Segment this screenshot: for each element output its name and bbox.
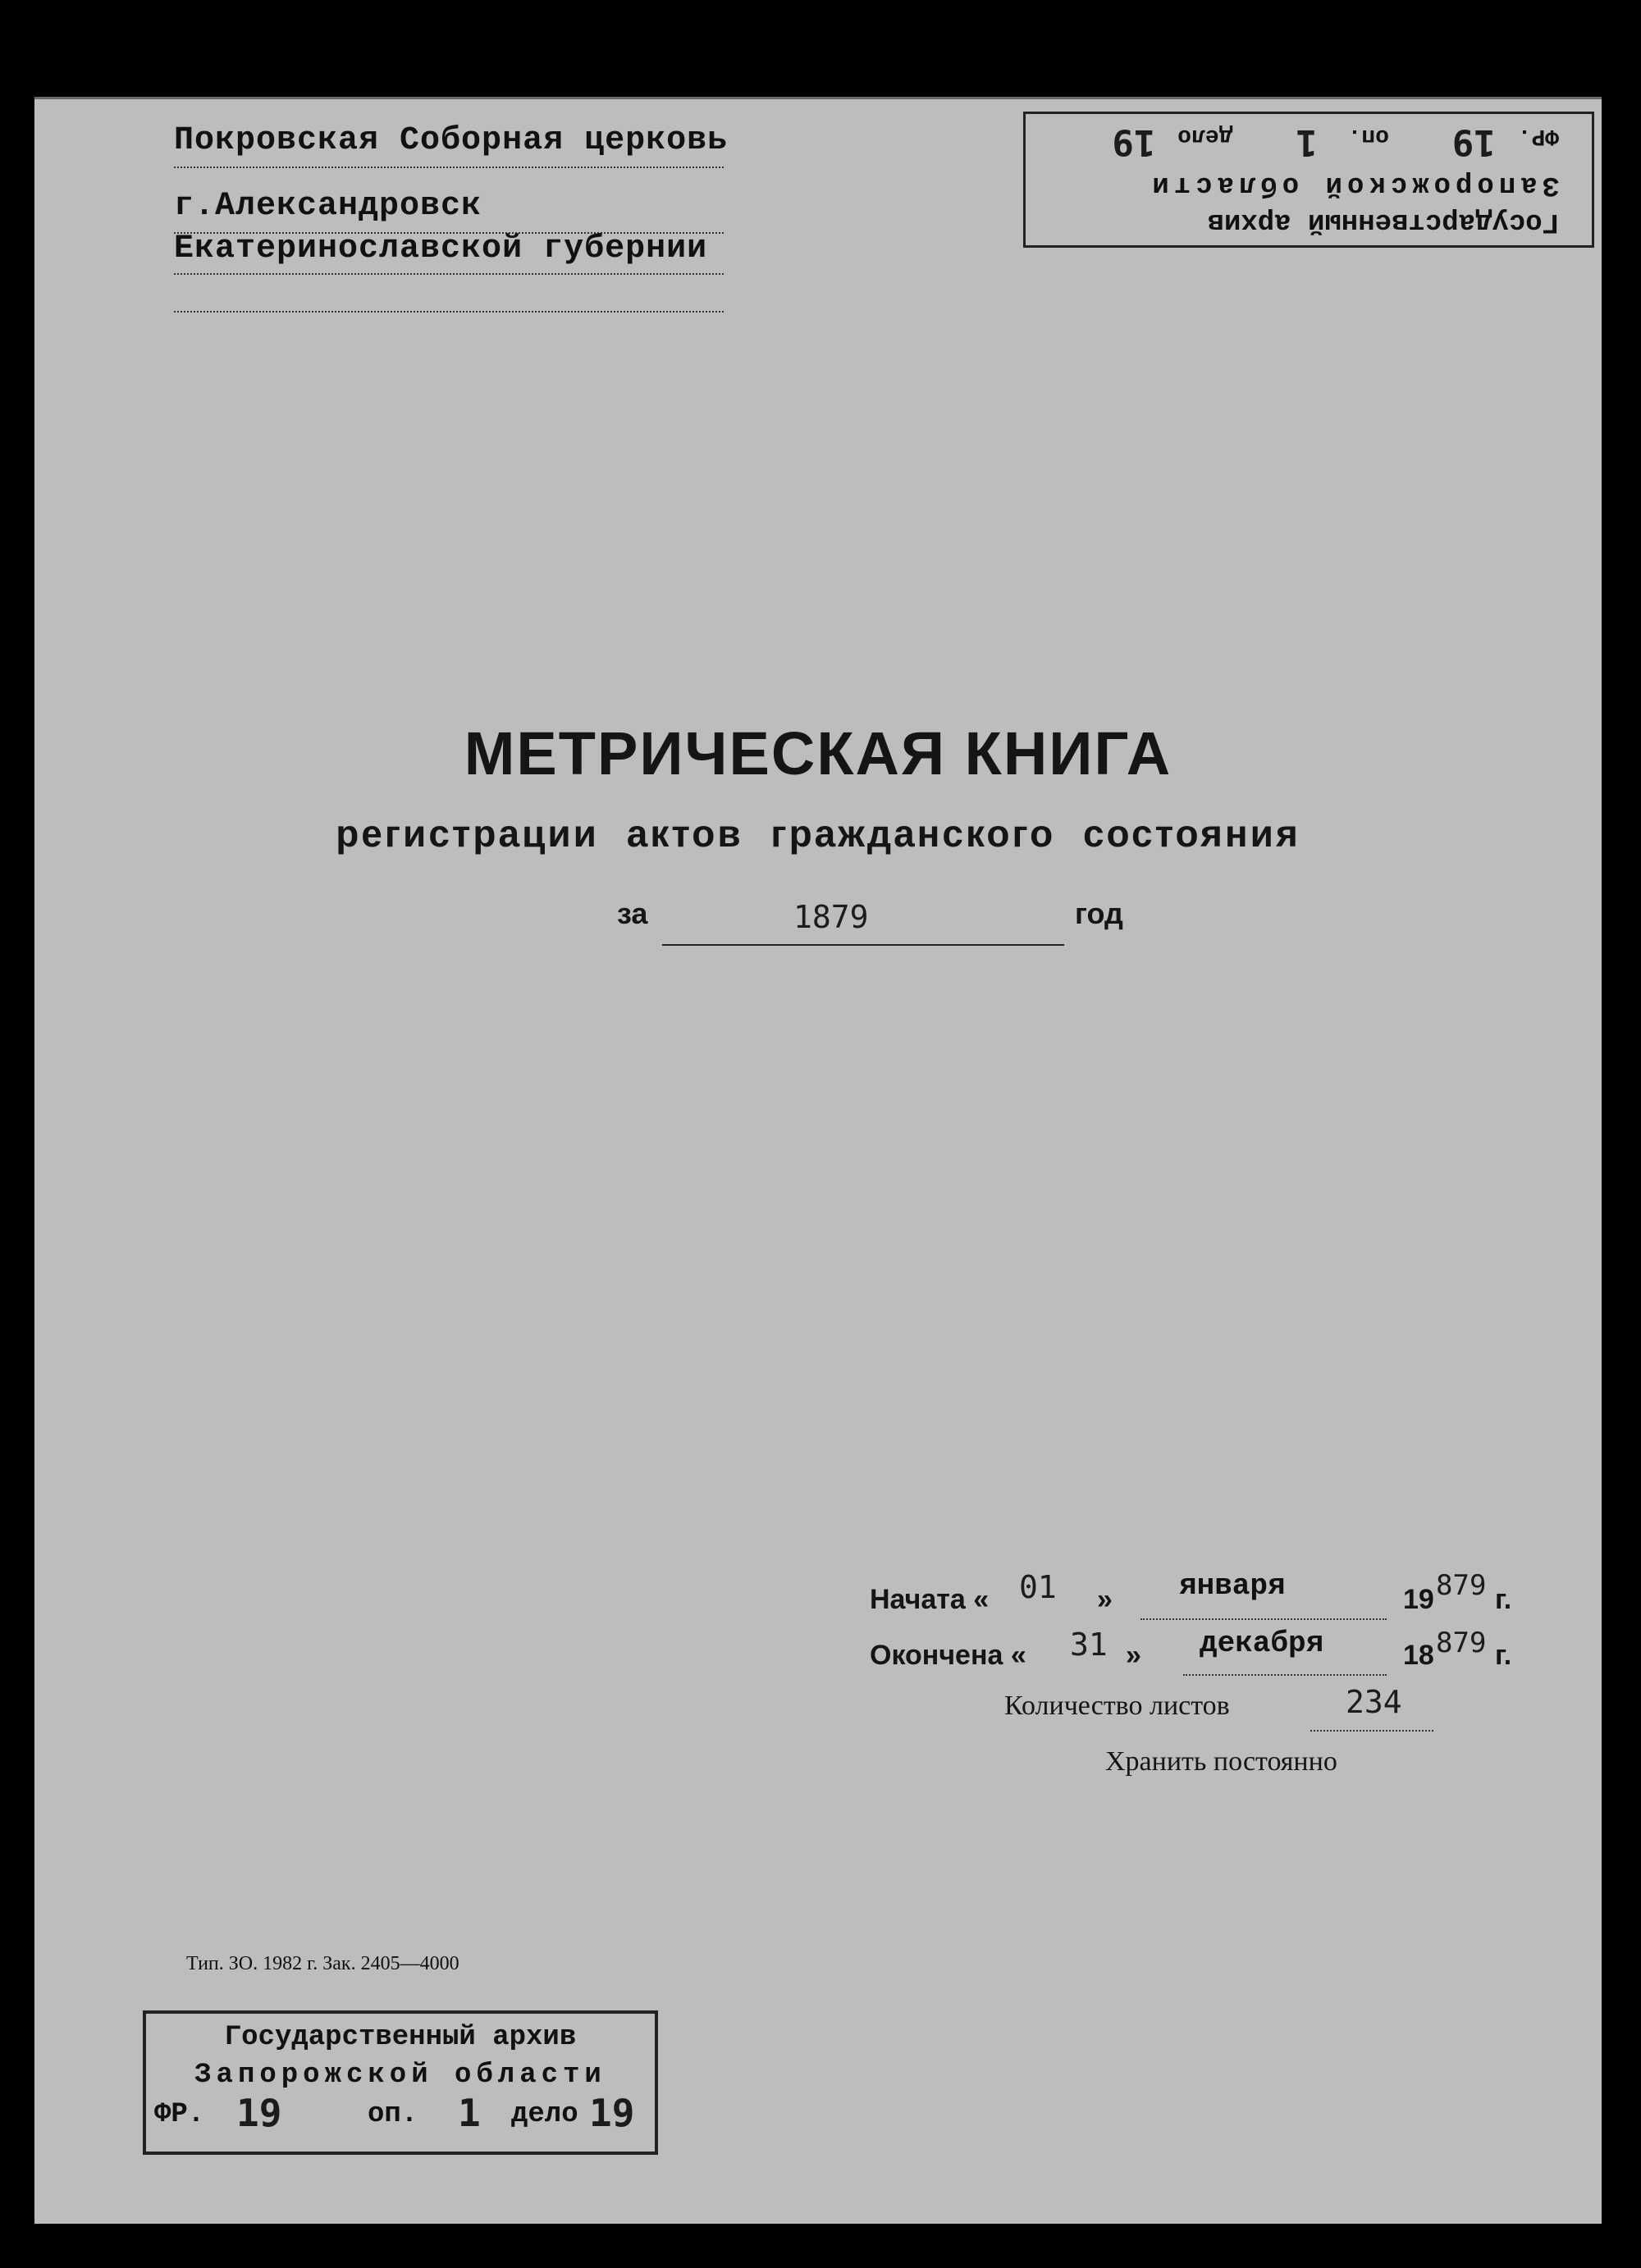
year-suffix-label: год (1075, 897, 1123, 930)
stamp-op-label: оп. (1347, 123, 1389, 148)
end-year-written: 879 (1436, 1627, 1487, 1659)
end-label: Окончена « (870, 1640, 1026, 1671)
stamp-fr-label: ФР. (1517, 123, 1559, 148)
stamp-op-value: 1 (1296, 121, 1318, 163)
stamp-delo-label: дело (511, 2099, 578, 2130)
city-name: г.Александровск (174, 188, 482, 225)
sheets-rule (1310, 1730, 1433, 1732)
church-name: Покровская Соборная церковь (174, 122, 729, 159)
archive-stamp (143, 2010, 658, 2155)
end-year-suffix: г. (1495, 1640, 1512, 1671)
stamp-op-label: оп. (368, 2099, 418, 2130)
year-prefix-label: за (617, 897, 648, 930)
dotted-rule (174, 273, 724, 275)
start-year-suffix: г. (1495, 1584, 1512, 1615)
stamp-fr-value: 19 (1451, 121, 1496, 163)
stamp-delo-value: 19 (1112, 121, 1156, 163)
province-name: Екатеринославской губернии (174, 230, 708, 267)
start-day: 01 (1019, 1569, 1057, 1605)
page-title: МЕТРИЧЕСКАЯ КНИГА (464, 719, 1172, 787)
end-quote-close: » (1126, 1640, 1141, 1671)
end-day: 31 (1070, 1627, 1108, 1663)
start-month: января (1179, 1569, 1286, 1603)
print-info: Тип. ЗО. 1982 г. Зак. 2405—4000 (186, 1953, 459, 1974)
stamp-ref-row (1112, 121, 1559, 163)
stamp-archive-name: Государственный архив (1207, 206, 1559, 237)
start-label: Начата « (870, 1584, 990, 1615)
start-year-written: 879 (1436, 1569, 1487, 1602)
stamp-op-value: 1 (458, 2091, 481, 2135)
start-year-prefix: 19 (1403, 1584, 1434, 1615)
retention-note: Хранить постоянно (1105, 1746, 1337, 1777)
sheets-value: 234 (1346, 1684, 1402, 1720)
stamp-archive-name: Государственный архив (224, 2022, 577, 2053)
stamp-fr-value: 19 (236, 2091, 282, 2135)
stamp-region-name: Запорожской области (194, 2060, 606, 2091)
end-month-rule (1183, 1674, 1387, 1676)
sheets-label: Количество листов (1004, 1691, 1230, 1721)
start-quote-close: » (1097, 1584, 1113, 1615)
end-year-prefix: 18 (1403, 1640, 1434, 1671)
stamp-delo-value: 19 (589, 2091, 635, 2135)
year-value: 1879 (793, 899, 869, 935)
stamp-region-name: Запорожской области (1147, 169, 1559, 200)
dotted-rule (174, 167, 724, 168)
dotted-rule (174, 311, 724, 313)
stamp-delo-label: дело (1177, 123, 1233, 148)
year-underline (662, 944, 1064, 946)
page-subtitle: регистрации актов гражданского состояния (336, 812, 1300, 855)
stamp-fr-label: ФР. (154, 2099, 205, 2130)
end-month: декабря (1200, 1627, 1324, 1660)
archive-stamp-upside-down (1023, 112, 1594, 248)
document-page (34, 97, 1602, 2224)
start-month-rule (1140, 1618, 1387, 1620)
